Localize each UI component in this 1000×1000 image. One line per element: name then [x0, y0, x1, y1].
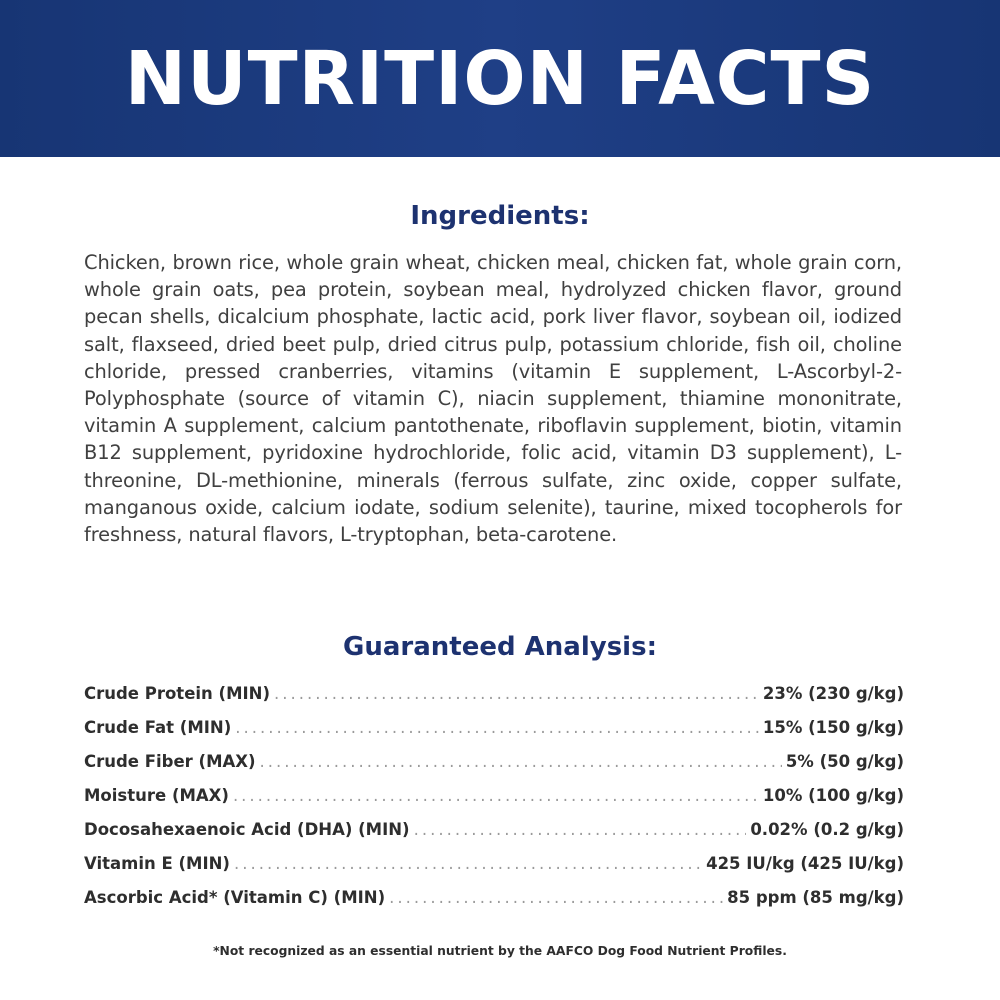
analysis-nutrient-name: Crude Fiber (MAX) — [84, 752, 256, 771]
analysis-row-crude-fat — [84, 718, 904, 752]
guaranteed-analysis-list — [84, 684, 904, 922]
analysis-nutrient-name: Docosahexaenoic Acid (DHA) (MIN) — [84, 820, 410, 839]
dot-leader — [235, 718, 759, 737]
dot-leader — [414, 820, 747, 839]
dot-leader — [234, 854, 702, 873]
analysis-nutrient-name: Vitamin E (MIN) — [84, 854, 230, 873]
analysis-row-crude-protein — [84, 684, 904, 718]
analysis-nutrient-value: 23% (230 g/kg) — [762, 684, 904, 703]
analysis-nutrient-value: 0.02% (0.2 g/kg) — [750, 820, 904, 839]
analysis-nutrient-value: 85 ppm (85 mg/kg) — [727, 888, 904, 907]
guaranteed-analysis-heading: Guaranteed Analysis: — [343, 632, 657, 662]
dot-leader — [233, 786, 759, 805]
analysis-nutrient-value: 15% (150 g/kg) — [762, 718, 904, 737]
analysis-row-ascorbic-acid — [84, 888, 904, 922]
analysis-nutrient-value: 10% (100 g/kg) — [762, 786, 904, 805]
ingredients-text: Chicken, brown rice, whole grain wheat, chicken meal, chicken fat, whole grain corn, whole grain oats, pea protein, soybean meal, hydrolyzed chicken flavor, ground pecan shells, dicalcium phosphate, lactic acid, pork liver flavor, soybean oil, iodized salt, flaxseed, dried beet pulp, dried citrus pulp, potassium chloride, fish oil, choline chloride, pressed cranberries, vitamins (vitamin E supplement, L-Ascorbyl-2-Polyphosphate (source of vitamin C), niacin supplement, thiamine mononitrate, vitamin A supplement, calcium pantothenate, riboflavin supplement, biotin, vitamin B12 supplement, pyridoxine hydrochloride, folic acid, vitamin D3 supplement), L-threonine, DL-methionine, minerals (ferrous sulfate, zinc oxide, copper sulfate, manganous oxide, calcium iodate, sodium selenite), taurine, mixed tocopherols for freshness, natural flavors, L-tryptophan, beta-carotene. — [84, 251, 902, 547]
analysis-row-crude-fiber — [84, 752, 904, 786]
analysis-nutrient-name: Moisture (MAX) — [84, 786, 229, 805]
analysis-row-dha — [84, 820, 904, 854]
analysis-nutrient-name: Ascorbic Acid* (Vitamin C) (MIN) — [84, 888, 386, 907]
dot-leader — [274, 684, 759, 703]
analysis-nutrient-value: 425 IU/kg (425 IU/kg) — [706, 854, 904, 873]
header-banner — [0, 0, 1000, 157]
analysis-nutrient-value: 5% (50 g/kg) — [785, 752, 904, 771]
ingredients-heading: Ingredients: — [410, 201, 590, 231]
page-title: NUTRITION FACTS — [124, 35, 876, 122]
dot-leader — [260, 752, 782, 771]
analysis-row-vitamin-e — [84, 854, 904, 888]
analysis-nutrient-name: Crude Protein (MIN) — [84, 684, 270, 703]
analysis-nutrient-name: Crude Fat (MIN) — [84, 718, 232, 737]
footnote: *Not recognized as an essential nutrient by the AAFCO Dog Food Nutrient Profiles. — [213, 944, 787, 958]
dot-leader — [389, 888, 723, 907]
analysis-row-moisture — [84, 786, 904, 820]
